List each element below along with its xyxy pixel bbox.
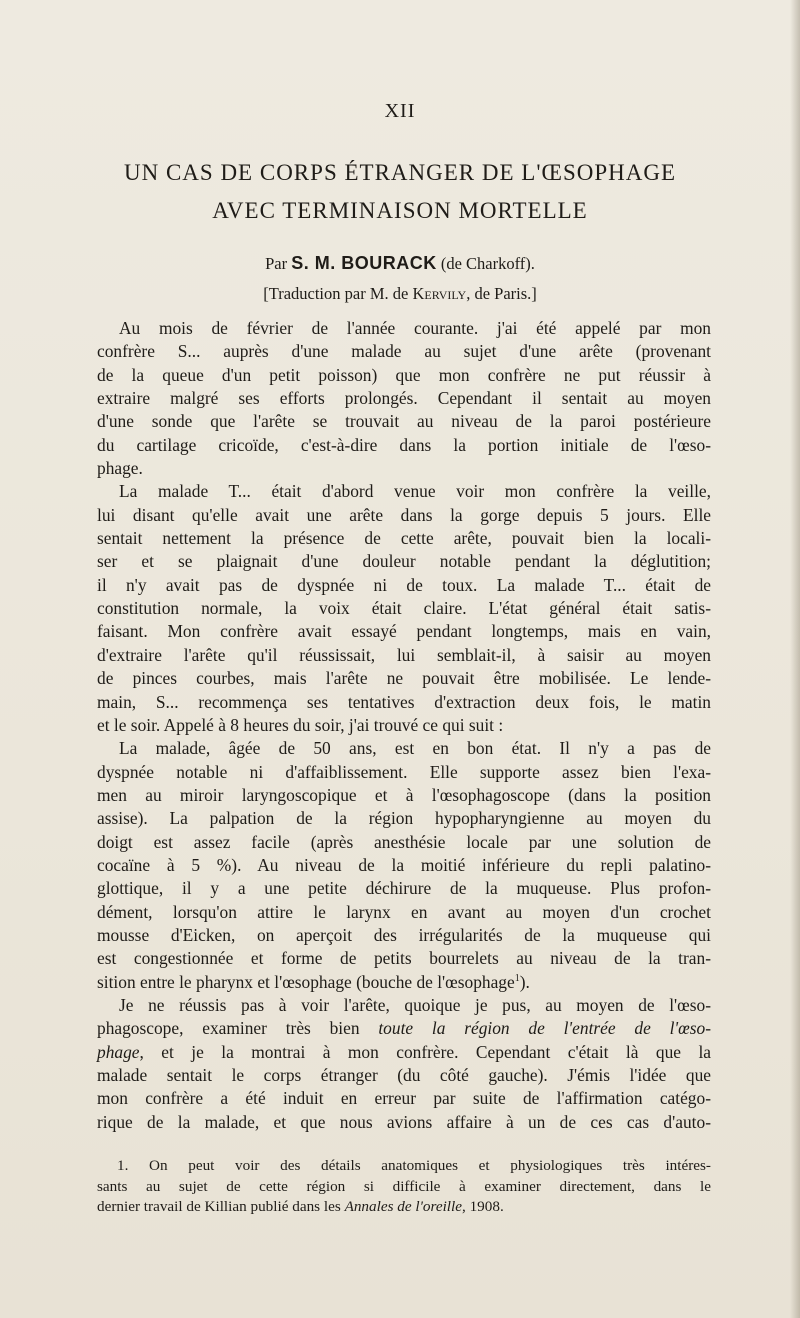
author-name: S. M. BOURACK [291, 253, 437, 273]
body-line: glottique, il y a une petite déchirure de la muqueuse. Plus profon- [97, 878, 711, 899]
chapter-number: XII [384, 100, 416, 122]
body-line: et le soir. Appelé à 8 heures du soir, j'ai trouvé ce qui suit : [97, 714, 504, 735]
byline [0, 253, 800, 274]
body-line: il n'y avait pas de dyspnée ni de toux. La malade T... était de [97, 574, 711, 595]
body-line: La malade, âgée de 50 ans, est en bon état. Il n'y a pas de [119, 738, 711, 759]
body-line-with-italic [97, 1017, 711, 1040]
journal-title: Annales de l'oreille [344, 1198, 462, 1215]
footnote [97, 1156, 711, 1218]
body-line: d'extraire l'arête qu'il réussissait, lui semblait-il, à saisir au moyen [97, 644, 711, 665]
translation-suffix: , de Paris.] [466, 284, 537, 303]
body-line: rique de la malade, et que nous avions affaire à un de ces cas d'auto- [97, 1111, 711, 1132]
body-line: de la queue d'un petit poisson) que mon confrère ne put réussir à [97, 364, 711, 385]
article-body [97, 317, 711, 1134]
body-line-text: sition entre le pharynx et l'œsophage (bouche de l'œsophage [97, 971, 515, 992]
body-line: confrère S... auprès d'une malade au sujet d'une arête (provenant [97, 341, 711, 362]
body-line-text: phagoscope, examiner très bien [97, 1018, 360, 1039]
body-line: La malade T... était d'abord venue voir mon confrère la veille, [119, 481, 711, 502]
body-line: assise). La palpation de la région hypopharyngienne au moyen du [97, 808, 711, 829]
body-line: doigt est assez facile (après anesthésie locale par une solution de [97, 831, 711, 852]
footnote-reference[interactable]: 1 [514, 972, 520, 984]
byline-location: (de Charkoff). [440, 254, 535, 273]
body-line-tail: ). [519, 971, 530, 992]
body-line: dément, lorsqu'on attire le larynx en avant au moyen d'un crochet [97, 901, 711, 922]
body-line: mon confrère a été induit en erreur par suite de l'affirmation catégo- [97, 1088, 711, 1109]
body-line: men au miroir laryngoscopique et à l'œsophagoscope (dans la position [97, 784, 711, 805]
body-line: phage. [97, 458, 143, 479]
body-line: phage, et je la montrai à mon confrère. Cependant c'était là que la [97, 1041, 711, 1062]
body-line: cocaïne à 5 %). Au niveau de la moitié inférieure du repli palatino- [97, 854, 711, 875]
body-line-with-footnote-ref [97, 971, 711, 994]
body-line: de pinces courbes, mais l'arête ne pouvait être mobilisée. Le lende- [97, 668, 711, 689]
body-line: lui disant qu'elle avait une arête dans la gorge depuis 5 jours. Elle [97, 504, 711, 525]
translation-credit [0, 284, 800, 304]
body-line: dyspnée notable ni d'affaiblissement. Elle supporte assez bien l'exa- [97, 761, 711, 782]
body-line: du cartilage cricoïde, c'est-à-dire dans la portion initiale de l'œso- [97, 434, 711, 455]
footnote-line [97, 1197, 711, 1218]
body-line: constitution normale, la voix était claire. L'état général était satis- [97, 598, 711, 619]
byline-prefix: Par [265, 254, 288, 273]
italic-phrase: phage [97, 1041, 140, 1062]
footnote-line [97, 1156, 711, 1177]
body-line: extraire malgré ses efforts prolongés. Cependant il sentait au moyen [97, 388, 711, 409]
body-line: faisant. Mon confrère avait essayé pendant longtemps, mais en vain, [97, 621, 711, 642]
body-line: malade sentait le corps étranger (du côté gauche). J'émis l'idée que [97, 1065, 711, 1085]
footnote-text: dernier travail de Killian publié dans les [97, 1198, 341, 1215]
body-line: Au mois de février de l'année courante. j'ai été appelé par mon [119, 318, 711, 338]
footnote-text: On peut voir des détails anatomiques et physiologiques très intéres- [149, 1157, 711, 1174]
footnote-text: , 1908. [461, 1198, 504, 1215]
body-line: ser et se plaignait d'une douleur notable pendant la déglutition; [97, 551, 711, 572]
body-line: d'une sonde que l'arête se trouvait au niveau de la paroi postérieure [97, 411, 711, 432]
translation-prefix: [Traduction par M. de [263, 284, 409, 303]
body-line: est congestionnée et forme de petits bourrelets au niveau de la tran- [97, 948, 711, 969]
body-line: mousse d'Eicken, on aperçoit des irrégularités de la muqueuse qui [97, 924, 711, 945]
footnote-number: 1. [117, 1157, 129, 1174]
italic-phrase: toute la région de l'entrée de l'œso- [378, 1018, 711, 1039]
body-line: main, S... recommença ses tentatives d'extraction deux fois, le matin [97, 691, 711, 712]
article-title-line-2: AVEC TERMINAISON MORTELLE [212, 198, 588, 223]
translator-name: Kervily [412, 284, 467, 303]
footnote-line: sants au sujet de cette région si difficile à examiner directement, dans le [97, 1177, 711, 1195]
article-title-line-1: UN CAS DE CORPS ÉTRANGER DE L'ŒSOPHAGE [123, 160, 677, 185]
body-line: sentait nettement la présence de cette arête, pouvait bien la locali- [97, 528, 711, 549]
body-line: Je ne réussis pas à voir l'arête, quoique je pus, au moyen de l'œso- [119, 994, 711, 1015]
